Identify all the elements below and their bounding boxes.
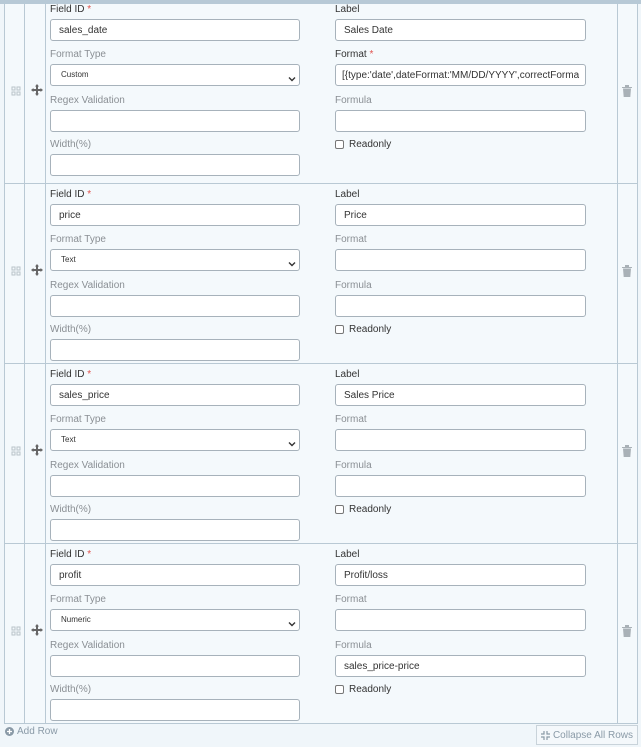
readonly-checkbox[interactable] [335,325,344,334]
field-row-2 [4,184,638,364]
format-type-label: Format Type [50,414,106,425]
add-row-button[interactable] [5,726,58,737]
regex-input[interactable] [50,295,300,317]
formula-input[interactable] [335,110,586,132]
format-type-value: Numeric [61,615,91,624]
field-row-4 [4,544,638,724]
collapse-all-rows-button[interactable] [536,725,638,745]
format-type-label: Format Type [50,234,106,245]
move-icon[interactable] [31,84,43,96]
format-type-select[interactable] [50,249,300,271]
plus-circle-icon [5,727,14,736]
collapse-icon [541,731,550,740]
formula-label: Formula [335,95,372,106]
width-input[interactable] [50,154,300,176]
format-type-select[interactable] [50,609,300,631]
field-row-3 [4,364,638,544]
readonly-checkbox[interactable] [335,140,344,149]
readonly-checkbox[interactable] [335,505,344,514]
field-rows [4,4,638,724]
width-label: Width(%) [50,324,92,335]
regex-label: Regex Validation [50,280,125,291]
format-label: Format [335,234,367,245]
formula-input[interactable] [335,655,586,677]
trash-icon[interactable] [622,625,632,637]
width-input[interactable] [50,339,300,361]
regex-input[interactable] [50,655,300,677]
field-id-input[interactable] [50,19,300,41]
regex-input[interactable] [50,110,300,132]
formula-input[interactable] [335,295,586,317]
format-input[interactable] [335,64,586,86]
label-input[interactable] [335,384,586,406]
readonly-label: Readonly [349,139,392,150]
label-label: Label [335,189,360,200]
trash-icon[interactable] [622,445,632,457]
format-input[interactable] [335,609,586,631]
format-type-label: Format Type [50,594,106,605]
add-row-label: Add Row [17,726,58,737]
field-id-input[interactable] [50,564,300,586]
formula-input[interactable] [335,475,586,497]
move-icon[interactable] [31,624,43,636]
drag-handle-icon[interactable] [11,86,21,96]
label-label: Label [335,369,360,380]
formula-label: Formula [335,640,372,651]
field-id-input[interactable] [50,384,300,406]
field-id-input[interactable] [50,204,300,226]
format-label: Format [335,594,367,605]
chevron-down-icon [288,436,296,444]
label-input[interactable] [335,204,586,226]
label-input[interactable] [335,19,586,41]
format-type-value: Text [61,255,76,264]
format-label: Format [335,414,367,425]
move-icon[interactable] [31,444,43,456]
field-id-label: Field ID * [50,189,92,200]
field-id-label: Field ID * [50,4,92,15]
formula-label: Formula [335,460,372,471]
format-type-value: Text [61,435,76,444]
format-input[interactable] [335,249,586,271]
chevron-down-icon [288,256,296,264]
readonly-checkbox[interactable] [335,685,344,694]
readonly-label: Readonly [349,684,392,695]
width-input[interactable] [50,519,300,541]
formula-label: Formula [335,280,372,291]
regex-input[interactable] [50,475,300,497]
label-input[interactable] [335,564,586,586]
field-row-1 [4,4,638,184]
readonly-label: Readonly [349,324,392,335]
chevron-down-icon [288,616,296,624]
drag-handle-icon[interactable] [11,266,21,276]
drag-handle-icon[interactable] [11,626,21,636]
chevron-down-icon [288,71,296,79]
collapse-all-label: Collapse All Rows [552,729,633,741]
width-label: Width(%) [50,504,92,515]
format-label: Format * [335,49,374,60]
regex-label: Regex Validation [50,460,125,471]
format-type-value: Custom [61,70,89,79]
format-type-label: Format Type [50,49,106,60]
field-id-label: Field ID * [50,549,92,560]
trash-icon[interactable] [622,265,632,277]
field-id-label: Field ID * [50,369,92,380]
readonly-label: Readonly [349,504,392,515]
format-type-select[interactable] [50,64,300,86]
label-label: Label [335,4,360,15]
width-input[interactable] [50,699,300,721]
drag-handle-icon[interactable] [11,446,21,456]
width-label: Width(%) [50,139,92,150]
regex-label: Regex Validation [50,640,125,651]
regex-label: Regex Validation [50,95,125,106]
width-label: Width(%) [50,684,92,695]
format-type-select[interactable] [50,429,300,451]
label-label: Label [335,549,360,560]
format-input[interactable] [335,429,586,451]
trash-icon[interactable] [622,85,632,97]
move-icon[interactable] [31,264,43,276]
